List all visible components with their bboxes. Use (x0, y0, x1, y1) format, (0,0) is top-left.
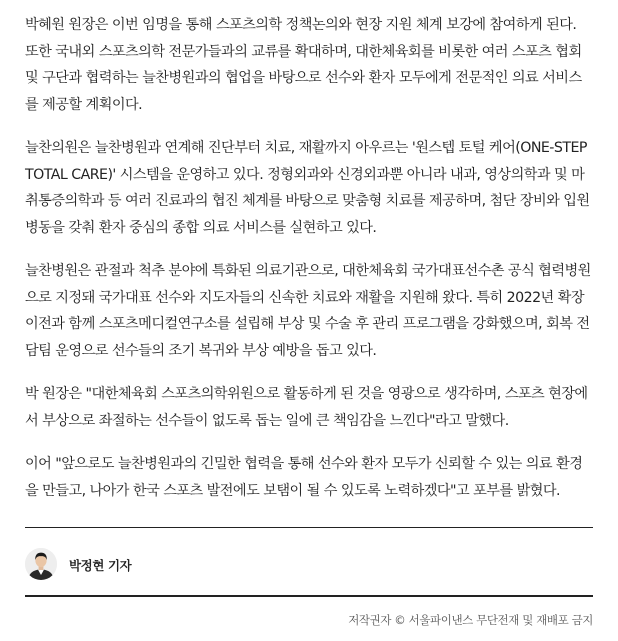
article-paragraph-4: 박 원장은 "대한체육회 스포츠의학위원으로 활동하게 된 것을 영광으로 생각하며, 스포츠 현장에서 부상으로 좌절하는 선수들이 없도록 돕는 일에 큰 책임감을 느낀다"라고 말했다. (25, 386, 588, 429)
article-paragraph-3: 늘찬병원은 관절과 척추 분야에 특화된 의료기관으로, 대한체육회 국가대표선수촌 공식 협력병원으로 지정돼 국가대표 선수와 지도자들의 신속한 치료와 재활을 지원해 왔다. 특히 2022년 확장 이전과 함께 스포츠메디컬연구소를 설립해 부상 및 수술 후 관리 프로그램을 강화했으며, 회복 전담팀 운영으로 선수들의 조기 복귀와 부상 예방을 돕고 있다. (25, 263, 591, 359)
article-paragraph-1: 박혜원 원장은 이번 임명을 통해 스포츠의학 정책논의와 현장 지원 체계 보강에 참여하게 된다. 또한 국내외 스포츠의학 전문가들과의 교류를 확대하며, 대한체육회를 비롯한 여러 스포츠 협회 및 구단과 협력하는 늘찬병원과의 협업을 바탕으로 선수와 환자 모두에게 전문적인 의료 서비스를 제공할 계획이다. (25, 17, 582, 113)
byline (25, 527, 593, 597)
author-avatar[interactable] (25, 548, 57, 580)
author-photo-icon (25, 548, 57, 580)
copyright-notice: 저작권자 © 서울파이낸스 무단전재 및 재배포 금지 (348, 613, 593, 627)
author-name[interactable]: 박정현 기자 (69, 558, 132, 573)
article-paragraph-5: 이어 "앞으로도 늘찬병원과의 긴밀한 협력을 통해 선수와 환자 모두가 신뢰할 수 있는 의료 환경을 만들고, 나아가 한국 스포츠 발전에도 보탬이 될 수 있도록 노력하겠다"고 포부를 밝혔다. (25, 456, 583, 499)
article-paragraph-2: 늘찬의원은 늘찬병원과 연계해 진단부터 치료, 재활까지 아우르는 '원스텝 토털 케어(ONE-STEP TOTAL CARE)' 시스템을 운영하고 있다. 정형외과와 신경외과뿐 아니라 내과, 영상의학과 및 마취통증의학과 등 여러 진료과의 협진 체계를 바탕으로 맞춤형 치료를 제공하며, 첨단 장비와 입원 병동을 갖춰 환자 중심의 종합 의료 서비스를 실현하고 있다. (25, 140, 590, 236)
article-body (25, 0, 593, 627)
